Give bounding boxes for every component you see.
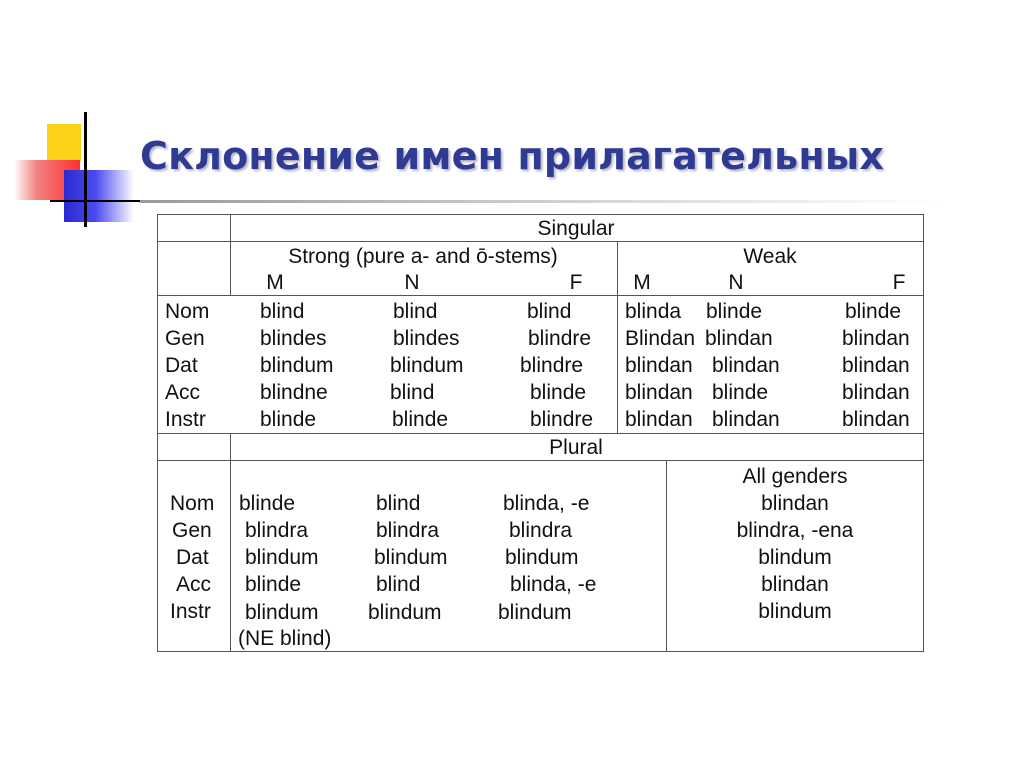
pl-strong-note: (NE blind) [238,627,332,650]
sg-case-dat: Dat [165,354,198,377]
pl-strong-f-dat: blindum [505,546,579,569]
pl-weak-nom: blindan [761,492,829,515]
sg-strong-f-gen: blindre [528,327,592,350]
singular-header: Singular [537,217,615,240]
pl-weak-instr: blindum [758,600,832,623]
plural-header: Plural [549,436,603,459]
sg-strong-n-acc: blind [390,381,435,404]
sg-weak-m-instr: blindan [625,408,693,431]
deco-blue-square [64,170,134,222]
pl-weak-acc: blindan [761,573,829,596]
deco-yellow-square [47,124,81,162]
pl-strong-m-gen: blindra [245,519,309,542]
pl-strong-n-gen: blindra [376,519,440,542]
deco-horizontal-line [50,200,142,202]
sg-strong-m-acc: blindne [260,381,328,404]
weak-header: Weak [743,245,797,268]
sg-strong-m-dat: blindum [260,354,334,377]
sg-strong-m-instr: blinde [260,408,317,431]
weak-gender-m: M [633,271,651,294]
pl-weak-dat: blindum [758,546,832,569]
pl-strong-f-nom: blinda, -e [503,492,590,515]
page-title: Склонение имен прилагательных [140,134,885,178]
deco-vertical-line [84,112,87,227]
pl-strong-m-acc: blinde [245,573,302,596]
decorative-corner-logo [0,0,140,230]
weak-gender-n: N [728,271,744,294]
sg-case-gen: Gen [165,327,205,350]
sg-weak-f-gen: blindan [842,327,910,350]
pl-case-acc: Acc [176,573,212,596]
sg-strong-f-nom: blind [527,300,572,323]
pl-strong-m-instr: blindum [245,601,319,624]
pl-strong-f-instr: blindum [498,601,572,624]
sg-strong-f-acc: blinde [530,381,587,404]
sg-strong-n-gen: blindes [393,327,460,350]
pl-case-dat: Dat [176,546,209,569]
sg-weak-n-dat: blindan [712,354,780,377]
strong-gender-m: M [266,271,284,294]
pl-strong-f-acc: blinda, -e [510,573,597,596]
pl-strong-n-nom: blind [376,492,421,515]
sg-weak-n-instr: blindan [712,408,780,431]
title-underline [140,200,940,203]
sg-weak-n-acc: blinde [712,381,769,404]
sg-weak-n-gen: blindan [705,327,773,350]
sg-weak-m-gen: Blindan [625,327,696,350]
pl-case-instr: Instr [170,600,211,623]
sg-weak-f-nom: blinde [845,300,902,323]
pl-weak-all-genders-header: All genders [742,465,848,488]
sg-strong-f-instr: blindre [530,408,594,431]
sg-strong-n-instr: blinde [392,408,449,431]
pl-strong-f-gen: blindra [509,519,573,542]
sg-weak-n-nom: blinde [706,300,763,323]
sg-weak-m-nom: blinda [625,300,682,323]
weak-gender-f: F [892,271,906,294]
sg-strong-n-nom: blind [393,300,438,323]
sg-weak-f-instr: blindan [842,408,910,431]
sg-strong-f-dat: blindre [520,354,584,377]
pl-weak-gen: blindra, -ena [736,519,854,542]
sg-strong-n-dat: blindum [390,354,464,377]
sg-strong-m-nom: blind [260,300,305,323]
sg-case-instr: Instr [165,408,206,431]
strong-gender-n: N [404,271,420,294]
sg-weak-m-acc: blindan [625,381,693,404]
strong-header: Strong (pure a- and ō-stems) [288,245,558,268]
pl-strong-m-dat: blindum [245,546,319,569]
pl-strong-n-acc: blind [376,573,421,596]
sg-case-acc: Acc [165,381,201,404]
sg-weak-f-acc: blindan [842,381,910,404]
pl-case-gen: Gen [172,519,212,542]
sg-weak-f-dat: blindan [842,354,910,377]
pl-strong-n-instr: blindum [368,601,442,624]
sg-case-nom: Nom [165,300,210,323]
sg-weak-m-dat: blindan [625,354,693,377]
pl-case-nom: Nom [170,492,215,515]
sg-strong-m-gen: blindes [260,327,327,350]
strong-gender-f: F [569,271,583,294]
pl-strong-m-nom: blinde [239,492,296,515]
pl-strong-n-dat: blindum [374,546,448,569]
